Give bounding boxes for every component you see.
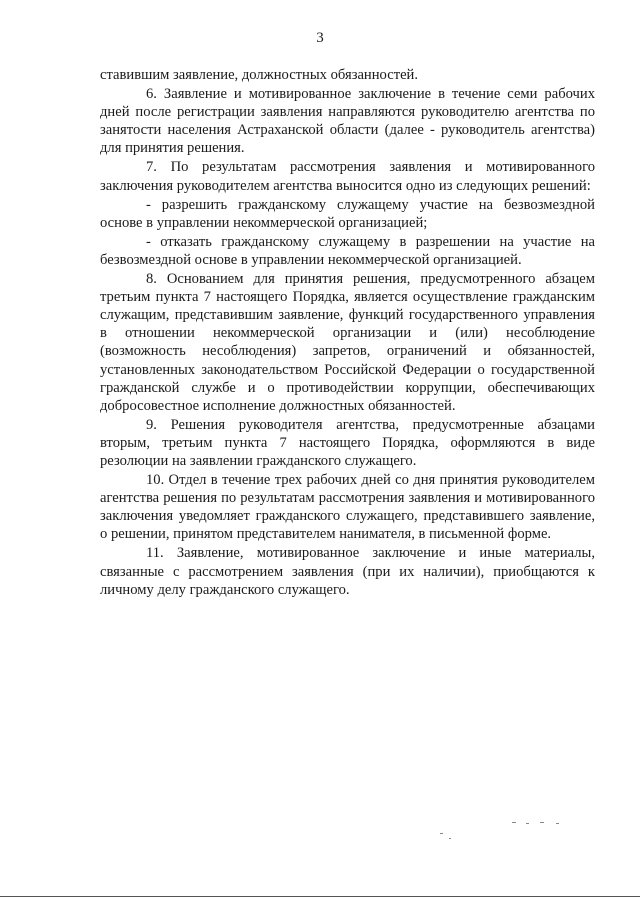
paragraph-item-7: 7. По результатам рассмотрения заявления и мотивированного заключения руководителем агентства выносится одно из следующих решений: xyxy=(100,159,595,194)
scan-speck xyxy=(556,823,559,824)
scan-edge-line xyxy=(0,896,640,897)
scan-speck xyxy=(526,823,529,824)
paragraph-item-11: 11. Заявление, мотивированное заключение и иные материалы, связанные с рассмотрением заявления (при их наличии), приобщаются к личному делу гражданского служащего. xyxy=(100,545,595,598)
document-body xyxy=(100,66,595,599)
paragraph-item-9: 9. Решения руководителя агентства, предусмотренные абзацами вторым, третьим пункта 7 настоящего Порядка, оформляются в виде резолюции на заявлении гражданского служащего. xyxy=(100,416,595,469)
page-number: 3 xyxy=(316,30,324,46)
paragraph-item-6: 6. Заявление и мотивированное заключение в течение семи рабочих дней после регистрации заявления направляются руководителю агентства по занятости населения Астраханской области (далее - руководитель агентства) для принятия решения. xyxy=(100,86,595,157)
paragraph-continuation: ставившим заявление, должностных обязанностей. xyxy=(100,67,419,83)
paragraph-option-refuse: - отказать гражданскому служащему в разрешении на участие на безвозмездной основе в управлении некоммерческой организацией. xyxy=(100,233,595,268)
scan-speck xyxy=(449,838,451,839)
scan-speck xyxy=(512,822,516,823)
paragraph-item-10: 10. Отдел в течение трех рабочих дней со дня принятия руководителем агентства решения по результатам рассмотрения заявления и мотивированного заключения уведомляет гражданского служащего, представившего заявление, о решении, принятом представителем нанимателя, в письменной форме. xyxy=(100,472,595,543)
scan-speck xyxy=(440,833,443,834)
scan-speck xyxy=(540,822,544,823)
paragraph-item-8: 8. Основанием для принятия решения, предусмотренного абзацем третьим пункта 7 настоящего Порядка, является осуществление гражданским служащим, представившим заявление, функций государственного управления в отношении некоммерческой организации и (или) несоблюдение (возможность несоблюдения) запретов, ограничений и обязанностей, установленных законодательством Российской Федерации о государственной гражданской службе и о противодействии коррупции, обеспечивающих добросовестное исполнение должностных обязанностей. xyxy=(100,271,595,414)
paragraph-option-permit: - разрешить гражданскому служащему участие на безвозмездной основе в управлении некоммерческой организацией; xyxy=(100,196,595,231)
